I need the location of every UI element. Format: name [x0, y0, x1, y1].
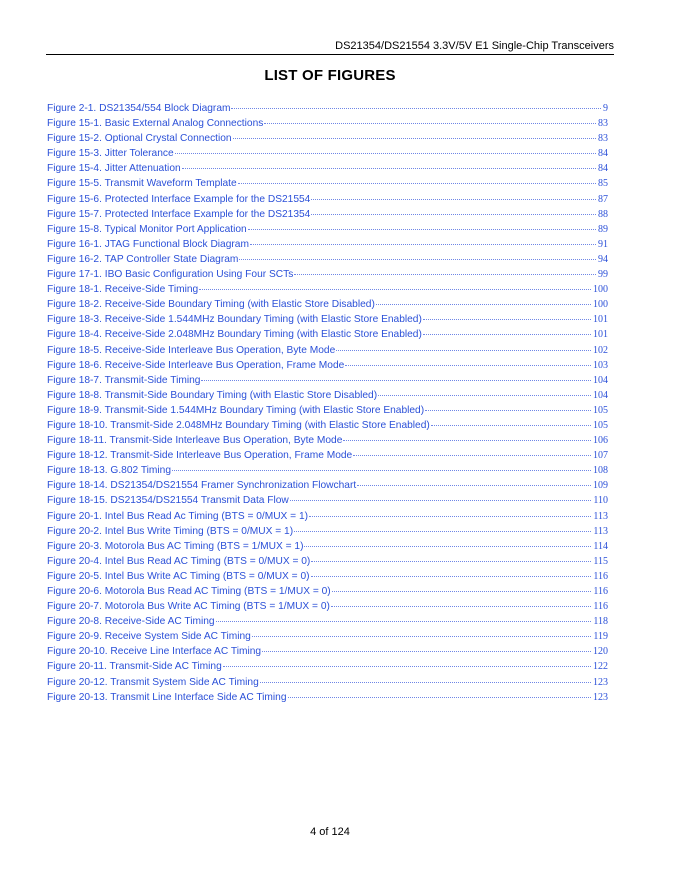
toc-entry-label: Figure 15-2. Optional Crystal Connection: [47, 133, 232, 145]
toc-entry-link[interactable]: [47, 644, 608, 659]
toc-entry-page: 114: [593, 540, 608, 552]
toc-entry-page: 99: [598, 269, 608, 281]
toc-entry-link[interactable]: [47, 297, 608, 312]
toc-entry-link[interactable]: [47, 343, 608, 358]
toc-entry-label: Figure 18-8. Transmit-Side Boundary Timing (with Elastic Store Disabled): [47, 389, 378, 401]
toc-entry-page: 101: [593, 329, 608, 341]
toc-entry-link[interactable]: [47, 222, 608, 237]
toc-entry-link[interactable]: [47, 659, 608, 674]
toc-entry-page: 119: [593, 631, 608, 643]
toc-entry-link[interactable]: [47, 237, 608, 252]
dot-leader: [252, 635, 592, 637]
toc-entry-link[interactable]: [47, 539, 608, 554]
toc-entry-page: 105: [593, 419, 608, 431]
toc-entry-link[interactable]: [47, 192, 608, 207]
toc-entry-label: Figure 20-3. Motorola Bus AC Timing (BTS = 1/MUX = 1): [47, 540, 304, 552]
toc-entry-page: 103: [593, 359, 608, 371]
toc-entry-label: Figure 16-1. JTAG Functional Block Diagram: [47, 238, 249, 250]
dot-leader: [336, 349, 591, 351]
toc-entry-label: Figure 18-15. DS21354/DS21554 Transmit Data Flow: [47, 495, 289, 507]
dot-leader: [172, 469, 591, 471]
toc-entry-page: 104: [593, 374, 608, 386]
dot-leader: [290, 499, 592, 501]
toc-entry-label: Figure 15-4. Jitter Attenuation: [47, 163, 181, 175]
dot-leader: [311, 213, 596, 215]
toc-entry-link[interactable]: [47, 478, 608, 493]
toc-entry-page: 108: [593, 465, 608, 477]
toc-entry-link[interactable]: [47, 267, 608, 282]
toc-entry-link[interactable]: [47, 584, 608, 599]
page-title: LIST OF FIGURES: [264, 67, 396, 84]
toc-entry-page: 100: [593, 299, 608, 311]
toc-entry-link[interactable]: [47, 675, 608, 690]
dot-leader: [238, 182, 596, 184]
toc-entry-label: Figure 20-13. Transmit Line Interface Side AC Timing: [47, 691, 287, 703]
dot-leader: [425, 409, 591, 411]
toc-entry-link[interactable]: [47, 554, 608, 569]
toc-entry-link[interactable]: [47, 614, 608, 629]
toc-entry-link[interactable]: [47, 282, 608, 297]
dot-leader: [216, 620, 592, 622]
header-divider: [46, 54, 614, 55]
toc-entry-link[interactable]: [47, 388, 608, 403]
toc-entry-label: Figure 17-1. IBO Basic Configuration Using Four SCTs: [47, 269, 294, 281]
toc-entry-link[interactable]: [47, 493, 608, 508]
toc-entry-label: Figure 2-1. DS21354/554 Block Diagram: [47, 103, 231, 114]
dot-leader: [233, 137, 596, 139]
dot-leader: [345, 364, 591, 366]
toc-entry-page: 102: [593, 344, 608, 356]
toc-entry-link[interactable]: [47, 463, 608, 478]
toc-entry-link[interactable]: [47, 146, 608, 161]
dot-leader: [201, 379, 591, 381]
toc-entry-link[interactable]: [47, 358, 608, 373]
toc-entry-page: 107: [593, 450, 608, 462]
toc-entry-link[interactable]: [47, 690, 608, 705]
toc-entry-page: 123: [593, 691, 608, 703]
toc-entry-page: 118: [593, 616, 608, 628]
toc-entry-page: 9: [603, 103, 608, 114]
toc-entry-page: 100: [593, 284, 608, 296]
list-of-figures: [47, 101, 608, 705]
toc-entry-label: Figure 18-12. Transmit-Side Interleave Bus Operation, Frame Mode: [47, 450, 353, 462]
dot-leader: [311, 575, 592, 577]
toc-entry-page: 101: [593, 314, 608, 326]
toc-entry-label: Figure 18-4. Receive-Side 2.048MHz Boundary Timing (with Elastic Store Enabled): [47, 329, 422, 341]
dot-leader: [250, 243, 596, 245]
toc-entry-label: Figure 18-11. Transmit-Side Interleave Bus Operation, Byte Mode: [47, 435, 343, 447]
dot-leader: [288, 696, 591, 698]
dot-leader: [182, 167, 596, 169]
toc-entry-link[interactable]: [47, 116, 608, 131]
toc-entry-page: 120: [593, 646, 608, 658]
dot-leader: [239, 258, 596, 260]
toc-entry-link[interactable]: [47, 569, 608, 584]
toc-entry-page: 87: [598, 193, 608, 205]
toc-entry-link[interactable]: [47, 403, 608, 418]
toc-entry-label: Figure 15-8. Typical Monitor Port Application: [47, 223, 247, 235]
dot-leader: [331, 605, 591, 607]
toc-entry-page: 88: [598, 208, 608, 220]
toc-entry-link[interactable]: [47, 207, 608, 222]
toc-entry-link[interactable]: [47, 629, 608, 644]
toc-entry-label: Figure 18-2. Receive-Side Boundary Timing (with Elastic Store Disabled): [47, 299, 375, 311]
toc-entry-label: Figure 15-5. Transmit Waveform Template: [47, 178, 237, 190]
toc-entry-link[interactable]: [47, 101, 608, 116]
toc-entry-page: 94: [598, 253, 608, 265]
toc-entry-label: Figure 18-5. Receive-Side Interleave Bus Operation, Byte Mode: [47, 344, 336, 356]
toc-entry-page: 116: [593, 586, 608, 597]
toc-entry-link[interactable]: [47, 312, 608, 327]
toc-entry-link[interactable]: [47, 131, 608, 146]
toc-entry-label: Figure 20-11. Transmit-Side AC Timing: [47, 661, 222, 673]
toc-entry-link[interactable]: [47, 524, 608, 539]
toc-entry-link[interactable]: [47, 509, 608, 524]
toc-entry-label: Figure 15-1. Basic External Analog Connections: [47, 118, 264, 130]
toc-entry-link[interactable]: [47, 433, 608, 448]
toc-entry-page: 116: [593, 570, 608, 582]
toc-entry-page: 85: [598, 178, 608, 190]
toc-entry-page: 116: [593, 601, 608, 613]
dot-leader: [423, 333, 591, 335]
dot-leader: [248, 228, 596, 230]
dot-leader: [431, 424, 591, 426]
toc-entry-page: 109: [593, 480, 608, 492]
running-header: DS21354/DS21554 3.3V/5V E1 Single-Chip Transceivers: [335, 40, 614, 52]
toc-entry-label: Figure 20-2. Intel Bus Write Timing (BTS = 0/MUX = 1): [47, 525, 294, 537]
toc-entry-label: Figure 15-6. Protected Interface Example for the DS21554: [47, 193, 311, 205]
toc-entry-page: 89: [598, 223, 608, 235]
toc-entry-label: Figure 20-1. Intel Bus Read Ac Timing (BTS = 0/MUX = 1): [47, 510, 309, 522]
dot-leader: [309, 515, 591, 517]
dot-leader: [294, 273, 596, 275]
toc-entry-label: Figure 20-4. Intel Bus Read AC Timing (BTS = 0/MUX = 0): [47, 555, 311, 567]
toc-entry-label: Figure 20-10. Receive Line Interface AC Timing: [47, 646, 262, 658]
toc-entry-label: Figure 20-12. Transmit System Side AC Timing: [47, 676, 259, 688]
dot-leader: [423, 318, 591, 320]
toc-entry-label: Figure 20-9. Receive System Side AC Timing: [47, 631, 251, 643]
dot-leader: [231, 107, 601, 109]
toc-entry-label: Figure 15-7. Protected Interface Example for the DS21354: [47, 208, 311, 220]
toc-entry-page: 113: [593, 510, 608, 522]
dot-leader: [304, 545, 591, 547]
toc-entry-label: Figure 18-6. Receive-Side Interleave Bus Operation, Frame Mode: [47, 359, 345, 371]
toc-entry-page: 106: [593, 435, 608, 447]
dot-leader: [311, 560, 591, 562]
toc-entry-page: 115: [593, 555, 608, 567]
toc-entry-label: Figure 16-2. TAP Controller State Diagram: [47, 253, 239, 265]
toc-entry-link[interactable]: [47, 161, 608, 176]
toc-entry-link[interactable]: [47, 252, 608, 267]
dot-leader: [223, 665, 591, 667]
toc-entry-page: 84: [598, 163, 608, 175]
toc-entry-label: Figure 18-7. Transmit-Side Timing: [47, 374, 201, 386]
dot-leader: [353, 454, 591, 456]
dot-leader: [294, 530, 591, 532]
toc-entry-label: Figure 18-13. G.802 Timing: [47, 465, 172, 477]
toc-entry-label: Figure 15-3. Jitter Tolerance: [47, 148, 174, 160]
toc-entry-label: Figure 20-8. Receive-Side AC Timing: [47, 616, 215, 628]
toc-entry-label: Figure 18-10. Transmit-Side 2.048MHz Boundary Timing (with Elastic Store Enabled): [47, 419, 430, 431]
dot-leader: [199, 288, 591, 290]
toc-entry-label: Figure 20-5. Intel Bus Write AC Timing (BTS = 0/MUX = 0): [47, 570, 310, 582]
toc-entry-page: 123: [593, 676, 608, 688]
toc-entry-page: 113: [593, 525, 608, 537]
dot-leader: [357, 484, 591, 486]
toc-entry-link[interactable]: [47, 176, 608, 191]
dot-leader: [343, 439, 591, 441]
toc-entry-link[interactable]: [47, 599, 608, 614]
toc-entry-link[interactable]: [47, 448, 608, 463]
toc-entry-page: 84: [598, 148, 608, 160]
dot-leader: [311, 198, 596, 200]
toc-entry-label: Figure 18-3. Receive-Side 1.544MHz Boundary Timing (with Elastic Store Enabled): [47, 314, 422, 326]
toc-entry-link[interactable]: [47, 373, 608, 388]
dot-leader: [378, 394, 591, 396]
toc-entry-link[interactable]: [47, 418, 608, 433]
toc-entry-page: 105: [593, 404, 608, 416]
dot-leader: [332, 590, 592, 592]
toc-entry-link[interactable]: [47, 327, 608, 342]
toc-entry-label: Figure 18-9. Transmit-Side 1.544MHz Boundary Timing (with Elastic Store Enabled): [47, 404, 425, 416]
dot-leader: [376, 303, 591, 305]
dot-leader: [260, 681, 591, 683]
dot-leader: [264, 122, 596, 124]
page-number: 4 of 124: [310, 826, 350, 838]
toc-entry-label: Figure 20-6. Motorola Bus Read AC Timing (BTS = 1/MUX = 0): [47, 586, 331, 597]
toc-entry-label: Figure 18-1. Receive-Side Timing: [47, 284, 199, 296]
toc-entry-page: 91: [598, 238, 608, 250]
toc-entry-page: 122: [593, 661, 608, 673]
toc-entry-page: 110: [593, 495, 608, 507]
toc-entry-page: 83: [598, 118, 608, 130]
toc-entry-label: Figure 20-7. Motorola Bus Write AC Timing (BTS = 1/MUX = 0): [47, 601, 330, 613]
dot-leader: [262, 650, 591, 652]
toc-entry-page: 104: [593, 389, 608, 401]
toc-entry-page: 83: [598, 133, 608, 145]
toc-entry-label: Figure 18-14. DS21354/DS21554 Framer Synchronization Flowchart: [47, 480, 357, 492]
dot-leader: [175, 152, 596, 154]
